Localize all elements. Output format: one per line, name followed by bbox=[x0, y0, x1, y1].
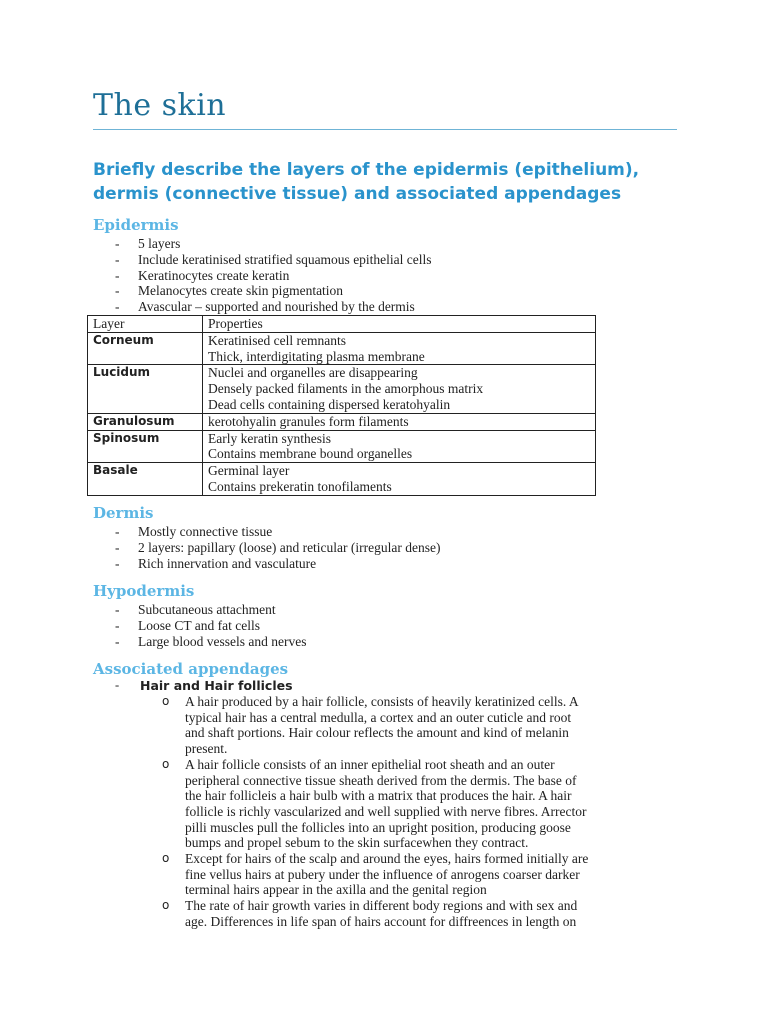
list-item: - Include keratinised stratified squamous epithelial cells bbox=[115, 251, 432, 267]
column-header-layer: Layer bbox=[88, 316, 203, 333]
layer-name: Corneum bbox=[88, 332, 203, 365]
dash-bullet: - bbox=[115, 236, 120, 251]
layer-properties: kerotohyalin granules form filaments bbox=[203, 413, 596, 430]
question-heading: Briefly describe the layers of the epidermis (epithelium), dermis (connective tissue) and associated appendages bbox=[93, 160, 640, 204]
layer-name: Basale bbox=[88, 463, 203, 496]
dash-bullet: - bbox=[115, 617, 120, 633]
table-row bbox=[88, 463, 596, 496]
hypodermis-list bbox=[93, 602, 306, 649]
table-header-row bbox=[88, 316, 596, 333]
list-item: - Loose CT and fat cells bbox=[115, 617, 260, 633]
list-item: o Except for hairs of the scalp and around the eyes, hairs formed initially are fine vellus hairs at pubery under the influence of anrogens coarser darker terminal hairs appear in the axilla and the genital region bbox=[162, 851, 589, 898]
dermis-list bbox=[93, 524, 441, 571]
list-item: - Subcutaneous attachment bbox=[115, 602, 276, 617]
page-title: The skin bbox=[93, 88, 227, 123]
layer-name: Lucidum bbox=[88, 365, 203, 413]
circle-bullet-icon: o bbox=[162, 898, 170, 913]
epidermis-list bbox=[93, 236, 432, 315]
list-item: o A hair produced by a hair follicle, consists of heavily keratinized cells. A typical hair has a central medulla, a cortex and an outer cuticle and root and shaft portions. Hair colour reflects the amount and kind of melanin present. bbox=[162, 694, 579, 757]
list-item: o A hair follicle consists of an inner epithelial root sheath and an outer peripheral connective tissue sheath derived from the dermis. The base of the hair follicleis a hair bulb with a matrix that produces the hair. A hair follicle is richly vascularized and well supplied with nerve fibres. Arrector pilli muscles pull the follicles into an upright position, producing goose bumps and propel sebum to the skin surfacewhen they contract. bbox=[162, 756, 587, 851]
table-row bbox=[88, 332, 596, 365]
dash-bullet: - bbox=[115, 633, 120, 649]
epidermis-layers-table bbox=[87, 315, 596, 496]
dermis-heading: Dermis bbox=[93, 504, 154, 522]
list-item: - Large blood vessels and nerves bbox=[115, 633, 307, 649]
circle-bullet-icon: o bbox=[162, 756, 170, 771]
list-item: - 5 layers bbox=[115, 236, 181, 251]
dash-bullet: - bbox=[115, 524, 120, 539]
list-item: - Melanocytes create skin pigmentation bbox=[115, 283, 344, 299]
column-header-properties: Properties bbox=[203, 316, 596, 333]
layer-properties: Keratinised cell remnants Thick, interdigitating plasma membrane bbox=[203, 332, 596, 365]
hair-points-list bbox=[93, 694, 683, 930]
dash-bullet: - bbox=[115, 539, 120, 555]
layer-name: Granulosum bbox=[88, 413, 203, 430]
appendages-heading: Associated appendages bbox=[93, 660, 289, 678]
epidermis-heading: Epidermis bbox=[93, 216, 179, 234]
layer-properties: Nuclei and organelles are disappearing Densely packed filaments in the amorphous matrix Dead cells containing dispersed keratohyalin bbox=[203, 365, 596, 413]
title-divider bbox=[93, 129, 677, 130]
list-item: - Mostly connective tissue bbox=[115, 524, 273, 539]
dash-bullet: - bbox=[115, 555, 120, 571]
dash-bullet: - bbox=[115, 299, 120, 315]
hypodermis-heading: Hypodermis bbox=[93, 582, 195, 600]
hair-heading-label: Hair and Hair follicles bbox=[140, 678, 293, 693]
dash-bullet: - bbox=[115, 602, 120, 617]
list-item: - 2 layers: papillary (loose) and reticular (irregular dense) bbox=[115, 539, 441, 555]
table-row bbox=[88, 365, 596, 413]
list-item: - Rich innervation and vasculature bbox=[115, 555, 317, 571]
list-item: - Avascular – supported and nourished by the dermis bbox=[115, 299, 415, 315]
circle-bullet-icon: o bbox=[162, 851, 170, 866]
dash-bullet: - bbox=[115, 267, 120, 283]
table-row bbox=[88, 413, 596, 430]
layer-properties: Germinal layer Contains prekeratin tonofilaments bbox=[203, 463, 596, 496]
dash-bullet: - bbox=[115, 283, 120, 299]
dash-bullet: - bbox=[115, 251, 120, 267]
list-item: - Keratinocytes create keratin bbox=[115, 267, 290, 283]
dash-bullet: - bbox=[115, 678, 120, 692]
list-item: o The rate of hair growth varies in different body regions and with sex and age. Differences in life span of hairs account for diffreences in length on bbox=[162, 898, 578, 929]
layer-name: Spinosum bbox=[88, 430, 203, 463]
circle-bullet-icon: o bbox=[162, 694, 170, 708]
layer-properties: Early keratin synthesis Contains membrane bound organelles bbox=[203, 430, 596, 463]
table-row bbox=[88, 430, 596, 463]
